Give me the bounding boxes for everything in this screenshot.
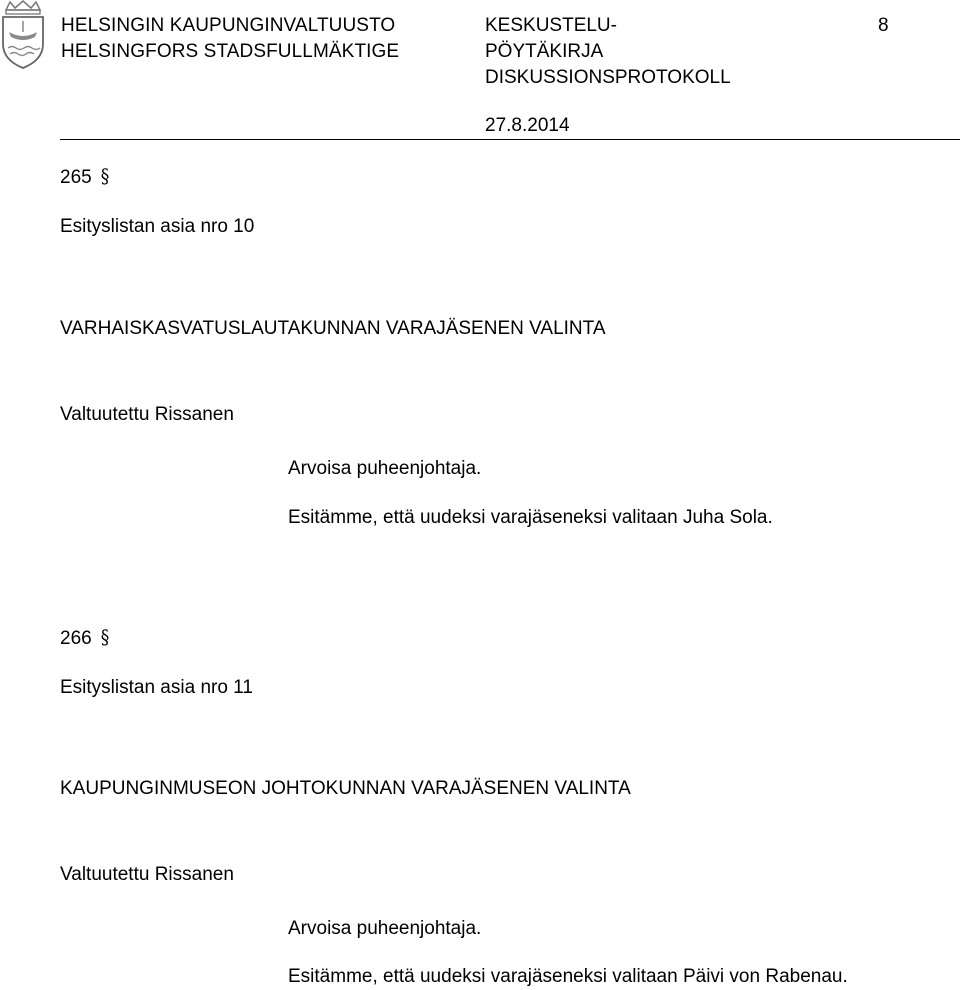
speaker-name: Valtuutettu Rissanen [60, 404, 234, 425]
speech-statement: Esitämme, että uudeksi varajäseneksi valitaan Päivi von Rabenau. [288, 966, 848, 987]
agenda-item: Esityslistan asia nro 10 [60, 216, 255, 237]
speaker-name: Valtuutettu Rissanen [60, 864, 234, 885]
page-number: 8 [878, 15, 889, 36]
doc-type-line-3: DISKUSSIONSPROTOKOLL [485, 67, 731, 88]
section-symbol: § [100, 164, 109, 188]
section-number-266 [60, 625, 110, 651]
helsinki-coat-of-arms-icon [0, 0, 46, 70]
header-divider [60, 139, 960, 140]
section-number-265 [60, 164, 110, 190]
speech-greeting: Arvoisa puheenjohtaja. [288, 918, 482, 939]
speech-statement: Esitämme, että uudeksi varajäseneksi valitaan Juha Sola. [288, 507, 773, 528]
header-document-type [485, 13, 731, 91]
org-name-finnish: HELSINGIN KAUPUNGINVALTUUSTO [61, 15, 396, 36]
section-symbol: § [100, 625, 109, 649]
header-organization [61, 13, 399, 65]
doc-type-line-1: KESKUSTELU- [485, 15, 617, 36]
meeting-date: 27.8.2014 [485, 115, 570, 136]
doc-type-line-2: PÖYTÄKIRJA [485, 41, 604, 62]
section-number: 265 [60, 167, 92, 188]
speech-greeting: Arvoisa puheenjohtaja. [288, 458, 482, 479]
org-name-swedish: HELSINGFORS STADSFULLMÄKTIGE [61, 41, 400, 62]
item-title: VARHAISKASVATUSLAUTAKUNNAN VARAJÄSENEN VALINTA [60, 318, 606, 339]
item-title: KAUPUNGINMUSEON JOHTOKUNNAN VARAJÄSENEN VALINTA [60, 778, 631, 799]
agenda-item: Esityslistan asia nro 11 [60, 677, 253, 698]
section-number: 266 [60, 628, 92, 649]
